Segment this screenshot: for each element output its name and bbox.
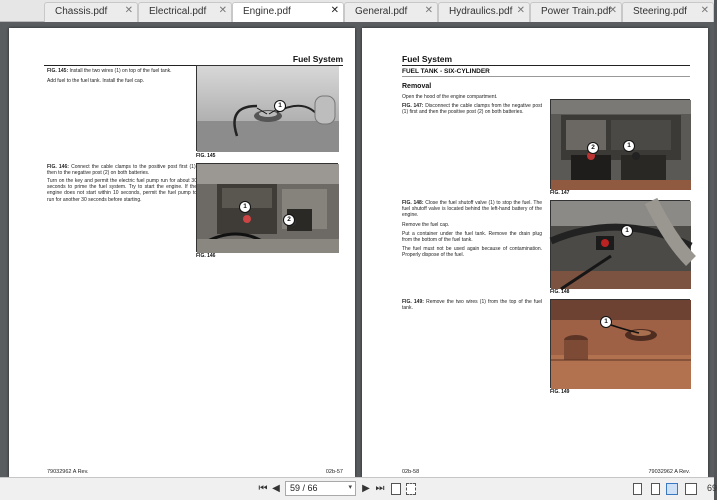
section-title: Fuel System [292, 54, 343, 64]
close-icon[interactable]: ✕ [424, 5, 433, 16]
engine-battery-photo [551, 100, 691, 190]
figure-caption: FIG. 149 [550, 389, 570, 395]
prev-page-button[interactable]: ◀ [272, 483, 280, 494]
paragraph: Turn on the key and permit the electric fuel pump run for about 30 seconds to prime the fuel system. Try to start the engine. If the engine does not start within 10 seconds, permit the fuel pump to run for another 30 seconds before starting. [47, 178, 197, 203]
photo-fig-146 [196, 163, 338, 252]
footer-page-number: 02b-58 [402, 469, 420, 475]
pdf-page-right [362, 28, 708, 477]
fig-ref: FIG. 149: [402, 299, 424, 305]
close-icon[interactable]: ✕ [124, 5, 133, 16]
footer-page-number: 02b-57 [325, 469, 343, 475]
paragraph [47, 68, 197, 74]
fig-ref: FIG. 147: [402, 103, 424, 109]
single-page-icon[interactable] [633, 483, 642, 495]
tab-steering[interactable] [622, 2, 714, 22]
continuous-page-icon[interactable] [651, 483, 660, 495]
close-icon[interactable]: ✕ [516, 5, 525, 16]
subtitle: FUEL TANK - SIX-CYLINDER [402, 68, 490, 75]
tab-label: Electrical.pdf [149, 6, 207, 17]
close-icon[interactable]: ✕ [608, 5, 617, 16]
photo-fig-148 [550, 200, 690, 288]
paragraph-text: Install the two wires (1) on top of the fuel tank. [69, 68, 172, 74]
tab-hydraulics[interactable] [438, 2, 530, 22]
tab-label: Engine.pdf [243, 6, 291, 17]
paragraph [47, 164, 197, 176]
section-title: Fuel System [402, 54, 453, 64]
tab-label: Steering.pdf [633, 6, 687, 17]
close-icon[interactable]: ✕ [218, 5, 227, 16]
two-page-icon[interactable] [666, 483, 678, 495]
zoom-level[interactable]: 69 [707, 483, 717, 493]
subheading: Removal [402, 83, 432, 90]
paragraph: Open the hood of the engine compartment. [402, 94, 498, 100]
callout-1: 1 [621, 225, 633, 237]
figure-caption: FIG. 146 [196, 253, 216, 259]
fig-ref: FIG. 145: [47, 68, 69, 74]
callout-1: 1 [623, 140, 635, 152]
bottom-toolbar [0, 477, 717, 500]
callout-1: 1 [274, 100, 286, 112]
callout-1: 1 [239, 201, 251, 213]
first-page-button[interactable]: ⏮ [258, 483, 268, 494]
tab-label: Hydraulics.pdf [449, 6, 513, 17]
photo-fig-145 [196, 65, 338, 151]
close-icon[interactable]: ✕ [330, 5, 339, 16]
tab-label: Power Train.pdf [541, 6, 612, 17]
callout-2: 2 [587, 142, 599, 154]
figure-caption: FIG. 145 [196, 153, 216, 159]
paragraph: Add fuel to the fuel tank. Install the fuel cap. [47, 78, 145, 84]
paragraph-text: Close the fuel shutoff valve (1) to stop the fuel. The fuel shutoff valve is located behind the left-hand battery of the engine. [402, 200, 543, 219]
pdf-viewer[interactable] [0, 22, 714, 477]
paragraph [402, 299, 542, 311]
close-icon[interactable]: ✕ [700, 5, 709, 16]
callout-1: 1 [600, 316, 612, 328]
tab-label: Chassis.pdf [55, 6, 108, 17]
paragraph-text: Disconnect the cable clamps from the negative post (1) first and then the positive post (2) on both batteries. [402, 103, 543, 116]
tab-general[interactable] [344, 2, 438, 22]
paragraph: Remove the fuel cap. [402, 222, 450, 228]
footer-doc-number: 79032962 A Rev. [648, 469, 690, 475]
battery-photo [197, 164, 339, 253]
paragraph [402, 200, 542, 219]
figure-caption: FIG. 147 [550, 190, 570, 196]
paragraph-text: Remove the two wires (1) from the top of the fuel tank. [402, 299, 542, 312]
chevron-down-icon[interactable]: ▾ [348, 483, 352, 491]
two-page-continuous-icon[interactable] [685, 483, 697, 495]
tank-top-photo [551, 300, 691, 389]
photo-fig-147 [550, 99, 690, 189]
last-page-button[interactable]: ⏭ [375, 483, 385, 494]
section-rule [402, 65, 690, 66]
tab-bar [0, 0, 714, 22]
shutoff-valve-photo [551, 201, 691, 289]
paragraph: Put a container under the fuel tank. Remove the drain plug from the bottom of the fuel tank. [402, 231, 542, 244]
footer-doc-number: 79032962 A Rev. [47, 469, 89, 475]
tab-label: General.pdf [355, 6, 408, 17]
photo-fig-149 [550, 299, 690, 388]
page-number-display: 59 / 66 [290, 483, 318, 493]
fuel-tank-photo [197, 66, 339, 152]
fig-ref: FIG. 148: [402, 200, 424, 206]
paragraph: The fuel must not be used again because of contamination. Properly dispose of the fuel. [402, 246, 542, 259]
tab-chassis[interactable] [44, 2, 138, 22]
page-selector[interactable] [285, 481, 356, 496]
tab-electrical[interactable] [138, 2, 232, 22]
tab-power-train[interactable] [530, 2, 622, 22]
page-fit-icon[interactable] [406, 483, 416, 495]
callout-2: 2 [283, 214, 295, 226]
subtitle-rule [402, 76, 690, 77]
paragraph-text: Connect the cable clamps to the positive post first (1), then to the negative post (2) on both batteries. [47, 164, 198, 177]
figure-caption: FIG. 148 [550, 289, 570, 295]
copy-icon[interactable] [391, 483, 401, 495]
fig-ref: FIG. 146: [47, 164, 69, 170]
paragraph [402, 103, 542, 115]
next-page-button[interactable]: ▶ [362, 483, 370, 494]
pdf-page-left [9, 28, 355, 477]
tab-engine[interactable] [232, 2, 344, 23]
